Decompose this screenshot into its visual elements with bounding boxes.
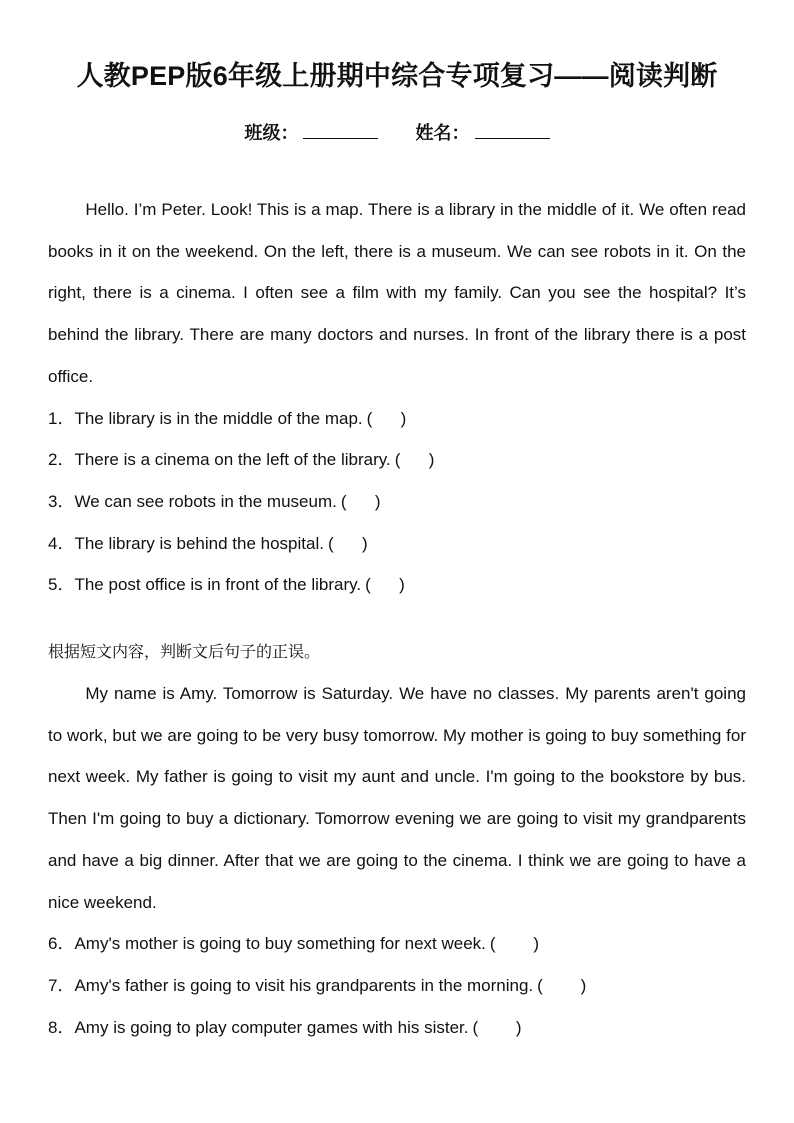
reading-passage-1: Hello. I’m Peter. Look! This is a map. There is a library in the middle of it. We often read books in it on the weekend. On the left, there is a museum. We can see robots in it. On the right, there is a cinema. I often see a film with my family. Can you see the hospital? It’s behind the library. There are many doctors and nurses. In front of the library there is a post office. [48,200,746,386]
question-text: We can see robots in the museum. [74,491,337,511]
reading-section-2 [48,640,746,1048]
reading-passage-2: My name is Amy. Tomorrow is Saturday. We have no classes. My parents aren't going to work, but we are going to be very busy tomorrow. My mother is going to buy something for next week. My father is going to visit my aunt and uncle. I'm going to the bookstore by bus. Then I'm going to buy a dictionary. Tomorrow evening we are going to visit my grandparents and have a big dinner. After that we are going to the cinema. I think we are going to have a nice weekend. [48,684,746,912]
question-list-2 [48,923,746,1048]
answer-parentheses: ( ) [489,934,540,954]
question-text: The library is behind the hospital. [74,533,324,553]
question-list-1 [48,398,746,607]
question-3 [48,481,746,523]
class-label: 班级： [244,123,299,143]
question-number: 4． [48,533,75,553]
question-text: Amy's mother is going to buy something for next week. [74,934,486,954]
answer-parentheses: ( ) [472,1017,522,1037]
question-text: There is a cinema on the left of the library. [74,450,391,470]
question-number: 3． [48,491,75,511]
answer-parentheses: ( ) [366,408,407,428]
name-label: 姓名： [415,123,470,143]
question-2 [48,439,746,481]
answer-parentheses: ( ) [394,450,435,470]
answer-parentheses: ( ) [537,975,587,995]
question-number: 5． [48,575,75,595]
class-blank [303,120,378,139]
question-text: The post office is in front of the library. [74,575,362,595]
question-number: 7． [48,975,75,995]
question-text: Amy's father is going to visit his grandparents in the morning. [74,975,534,995]
worksheet-title: 人教PEP版6年级上册期中综合专项复习——阅读判断 [76,61,718,91]
reading-section-1 [48,189,746,606]
section-instruction: 根据短文内容，判断文后句子的正误。 [48,644,321,662]
question-6 [48,923,746,965]
name-blank [475,120,550,139]
question-4 [48,523,746,565]
name-field [416,120,550,145]
answer-parentheses: ( ) [340,491,381,511]
student-info [48,120,746,145]
question-number: 8． [48,1017,75,1037]
answer-parentheses: ( ) [365,575,405,595]
question-1 [48,398,746,440]
question-number: 6． [48,934,75,954]
question-text: The library is in the middle of the map. [74,408,363,428]
question-5 [48,564,746,606]
answer-parentheses: ( ) [327,533,368,553]
question-number: 1． [48,408,75,428]
question-7 [48,965,746,1007]
worksheet-page [48,58,746,1048]
question-8 [48,1007,746,1049]
class-field [244,120,378,145]
question-number: 2． [48,450,75,470]
question-text: Amy is going to play computer games with his sister. [74,1017,469,1037]
